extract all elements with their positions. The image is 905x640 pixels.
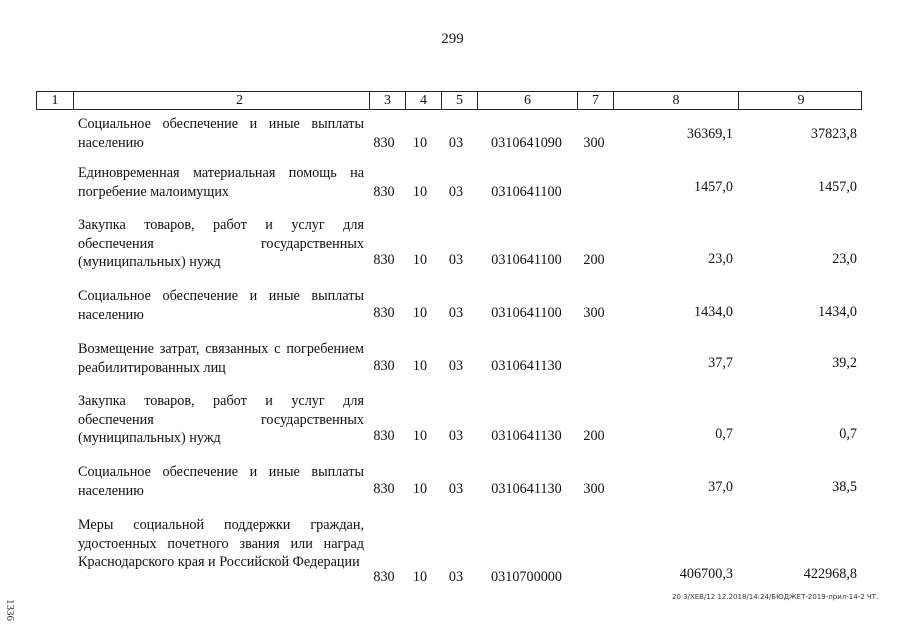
row-description: Меры социальной поддержки граждан, удостоенных почетного звания или наград Краснодарского края и Российской Федерации bbox=[78, 517, 364, 570]
cell-col3: 830 bbox=[373, 569, 395, 585]
side-page-number: 1336 bbox=[4, 599, 16, 621]
cell-col9: 38,5 bbox=[832, 479, 857, 495]
cell-col7: 300 bbox=[583, 134, 605, 151]
cell-col6: 0310641090 bbox=[491, 134, 562, 151]
page-number: 299 bbox=[441, 31, 464, 47]
row-description: Социальное обеспечение и иные выплаты населению bbox=[78, 288, 364, 323]
row-description: Закупка товаров, работ и услуг для обеспечения государственных (муниципальных) нужд bbox=[78, 393, 364, 446]
cell-col4: 10 bbox=[412, 252, 428, 268]
header-cell-6: 6 bbox=[477, 92, 577, 109]
cell-col5: 03 bbox=[448, 134, 464, 151]
cell-col4: 10 bbox=[412, 305, 428, 321]
header-cell-1: 1 bbox=[51, 93, 59, 108]
cell-col4: 10 bbox=[412, 481, 428, 497]
cell-col3: 830 bbox=[373, 183, 395, 200]
cell-col3: 830 bbox=[373, 481, 395, 497]
header-cell-5: 5 bbox=[441, 92, 477, 109]
cell-col4: 10 bbox=[412, 183, 428, 200]
header-cell-8: 8 bbox=[613, 92, 738, 109]
cell-col8: 0,7 bbox=[715, 426, 733, 442]
cell-col7: 200 bbox=[583, 428, 605, 444]
row-description: Социальное обеспечение и иные выплаты населению bbox=[78, 116, 364, 151]
row-description: Возмещение затрат, связанных с погребением реабилитированных лиц bbox=[78, 341, 364, 376]
cell-col7: 200 bbox=[583, 252, 605, 268]
cell-col8: 23,0 bbox=[708, 251, 733, 267]
header-cell-9: 9 bbox=[738, 92, 863, 109]
cell-col9: 422968,8 bbox=[803, 566, 857, 582]
cell-col3: 830 bbox=[373, 358, 395, 374]
header-cell-2: 2 bbox=[73, 92, 405, 109]
cell-col9: 37823,8 bbox=[810, 126, 857, 142]
cell-col5: 03 bbox=[448, 569, 464, 585]
row-description: Единовременная материальная помощь на погребение малоимущих bbox=[78, 165, 364, 200]
cell-col6: 0310641130 bbox=[491, 358, 562, 374]
cell-col3: 830 bbox=[373, 252, 395, 268]
cell-col8: 37,7 bbox=[708, 355, 733, 371]
cell-col9: 1457,0 bbox=[817, 179, 857, 195]
cell-col6: 0310700000 bbox=[491, 569, 562, 585]
cell-col6: 0310641130 bbox=[491, 428, 562, 444]
cell-col9: 0,7 bbox=[839, 426, 857, 442]
cell-col3: 830 bbox=[373, 134, 395, 151]
cell-col6: 0310641100 bbox=[491, 183, 562, 200]
cell-col6: 0310641100 bbox=[491, 252, 562, 268]
cell-col4: 10 bbox=[412, 358, 428, 374]
header-cell-7: 7 bbox=[577, 92, 613, 109]
cell-col9: 1434,0 bbox=[817, 304, 857, 320]
cell-col4: 10 bbox=[412, 569, 428, 585]
cell-col5: 03 bbox=[448, 481, 464, 497]
cell-col8: 37,0 bbox=[708, 479, 733, 495]
cell-col6: 0310641100 bbox=[491, 305, 562, 321]
table-header-row bbox=[36, 91, 862, 110]
cell-col5: 03 bbox=[448, 252, 464, 268]
cell-col3: 830 bbox=[373, 305, 395, 321]
cell-col4: 10 bbox=[412, 428, 428, 444]
cell-col8: 36369,1 bbox=[686, 126, 733, 142]
cell-col5: 03 bbox=[448, 183, 464, 200]
cell-col8: 1434,0 bbox=[693, 304, 733, 320]
cell-col7: 300 bbox=[583, 481, 605, 497]
header-cell-4: 4 bbox=[405, 92, 441, 109]
cell-col5: 03 bbox=[448, 428, 464, 444]
cell-col8: 406700,3 bbox=[679, 566, 733, 582]
header-cell-3: 3 bbox=[369, 92, 405, 109]
row-description: Закупка товаров, работ и услуг для обеспечения государственных (муниципальных) нужд bbox=[78, 217, 364, 270]
cell-col9: 23,0 bbox=[832, 251, 857, 267]
cell-col8: 1457,0 bbox=[693, 179, 733, 195]
cell-col5: 03 bbox=[448, 358, 464, 374]
row-description: Социальное обеспечение и иные выплаты населению bbox=[78, 464, 364, 499]
cell-col4: 10 bbox=[412, 134, 428, 151]
cell-col3: 830 bbox=[373, 428, 395, 444]
cell-col9: 39,2 bbox=[832, 355, 857, 371]
footer-code: 20 3/XEB/12 12.2018/14:24/БЮДЖЕТ-2019-прил-14-2 ЧТ. bbox=[672, 593, 879, 601]
cell-col5: 03 bbox=[448, 305, 464, 321]
cell-col6: 0310641130 bbox=[491, 481, 562, 497]
cell-col7: 300 bbox=[583, 305, 605, 321]
